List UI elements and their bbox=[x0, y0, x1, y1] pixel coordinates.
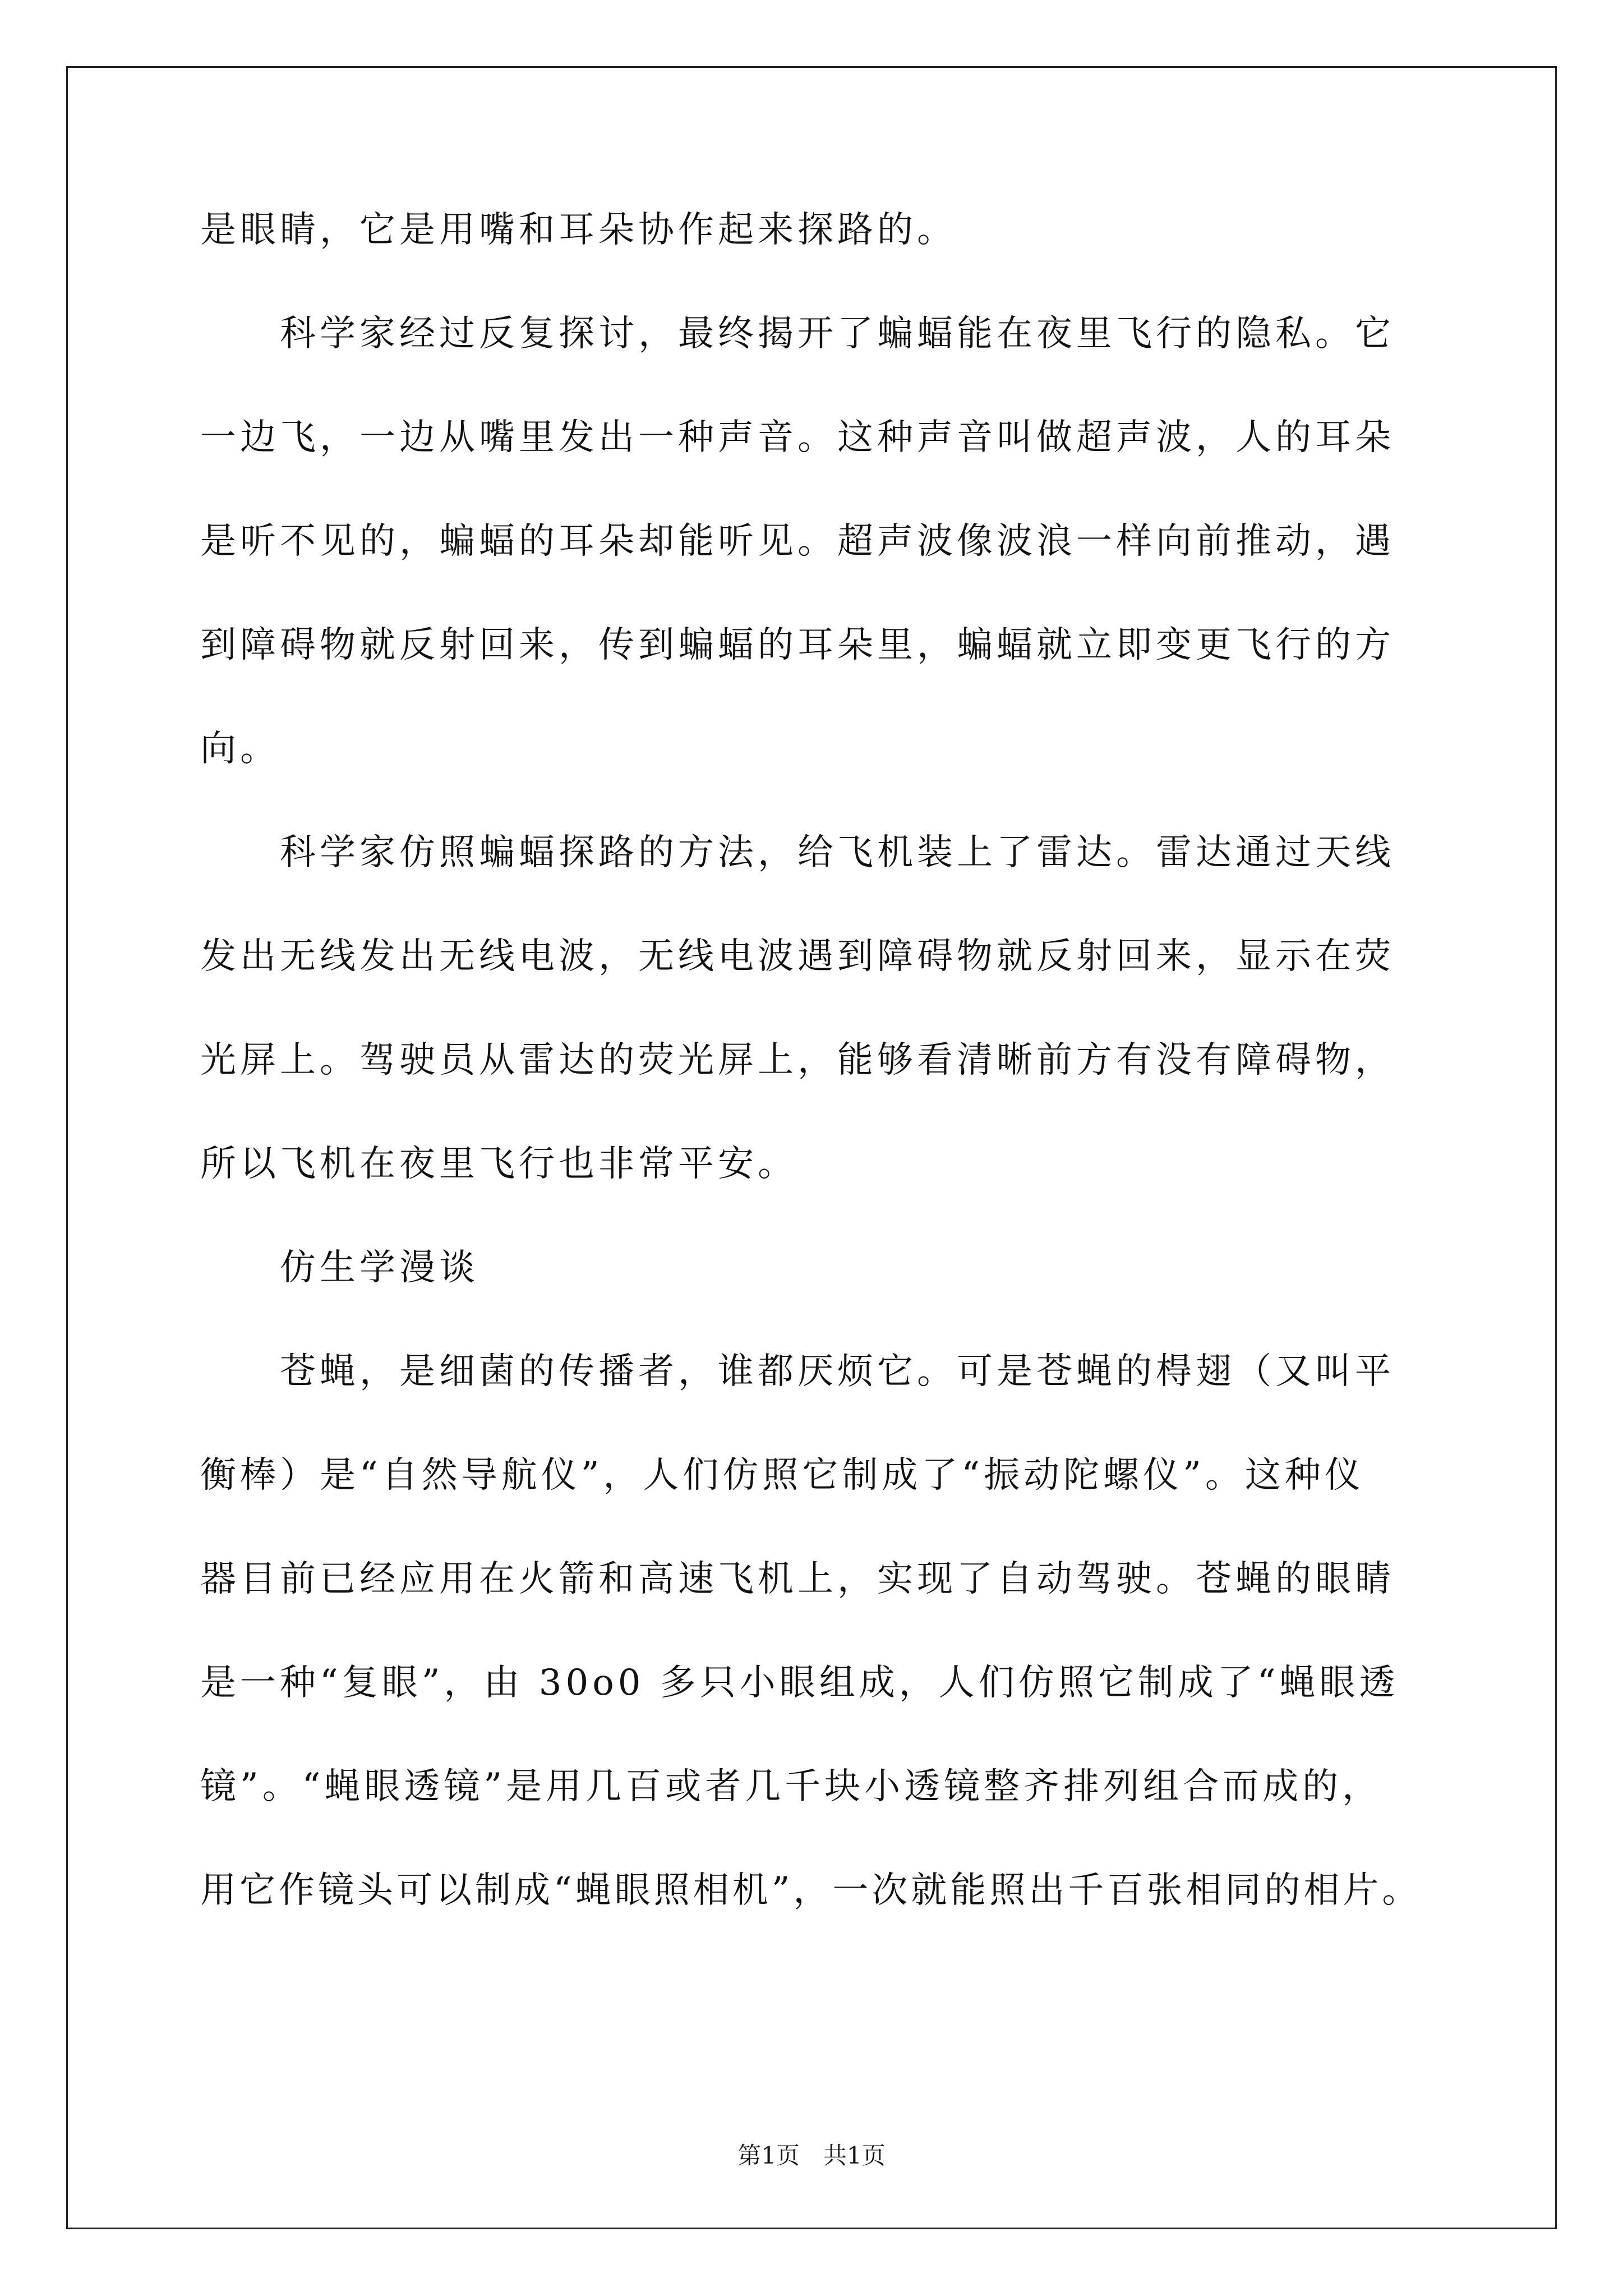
text-line: 用它作镜头可以制成“蝇眼照相机”，一次就能照出千百张相同的相片。 bbox=[200, 1870, 1422, 1911]
page-number-footer: 第1页 共1页 bbox=[737, 2142, 886, 2169]
section-heading: 仿生学漫谈 bbox=[200, 1247, 479, 1289]
text-line: 向。 bbox=[200, 728, 280, 770]
text-line: 是听不见的，蝙蝠的耳朵却能听见。超声波像波浪一样向前推动，遇 bbox=[200, 521, 1395, 562]
text-line: 科学家仿照蝙蝠探路的方法，给飞机装上了雷达。雷达通过天线 bbox=[200, 832, 1395, 873]
text-line: 器目前已经应用在火箭和高速飞机上，实现了自动驾驶。苍蝇的眼睛 bbox=[200, 1558, 1395, 1600]
text-line: 发出无线发出无线电波，无线电波遇到障碍物就反射回来，显示在荧 bbox=[200, 936, 1395, 977]
text-line: 苍蝇，是细菌的传播者，谁都厌烦它。可是苍蝇的棏翅（又叫平 bbox=[200, 1351, 1395, 1392]
text-line: 是一种“复眼”，由 30o0 多只小眼组成，人们仿照它制成了“蝇眼透 bbox=[200, 1662, 1399, 1704]
text-line: 是眼睛，它是用嘴和耳朵协作起来探路的。 bbox=[200, 209, 957, 251]
text-line: 镜”。“蝇眼透镜”是用几百或者几千块小透镜整齐排列组合而成的， bbox=[200, 1766, 1382, 1807]
text-line: 一边飞，一边从嘴里发出一种声音。这种声音叫做超声波，人的耳朵 bbox=[200, 417, 1395, 458]
text-line: 衡棒）是“自然导航仪”，人们仿照它制成了“振动陀螺仪”。这种仪 bbox=[200, 1455, 1364, 1496]
text-line: 所以飞机在夜里飞行也非常平安。 bbox=[200, 1143, 797, 1185]
text-line: 科学家经过反复探讨，最终揭开了蝙蝠能在夜里飞行的隐私。它 bbox=[200, 313, 1395, 355]
text-line: 到障碍物就反射回来，传到蝙蝠的耳朵里，蝙蝠就立即变更飞行的方 bbox=[200, 624, 1395, 666]
text-line: 光屏上。驾驶员从雷达的荧光屏上，能够看清晰前方有没有障碍物， bbox=[200, 1039, 1395, 1081]
